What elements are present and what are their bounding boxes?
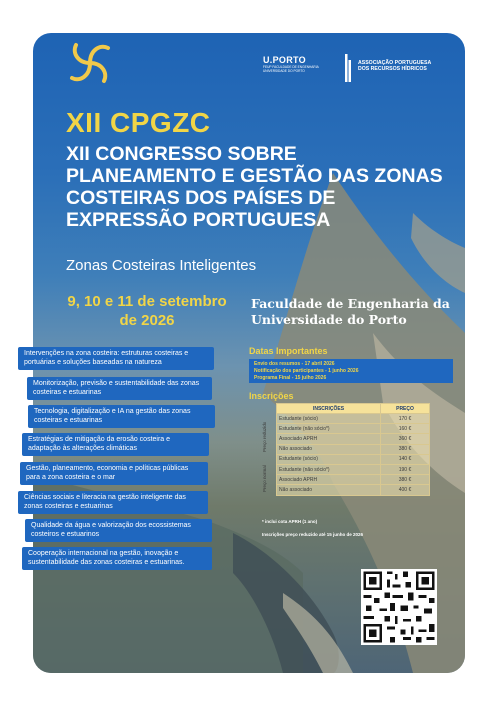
registration-table <box>258 403 430 496</box>
table-row <box>258 414 430 424</box>
aprh-logo <box>344 54 444 94</box>
event-date: 9, 10 e 11 de setembro de 2026 <box>67 293 227 329</box>
registration-note: Inscrições preço reduzido até 15 junho de 2026 <box>262 532 364 537</box>
table-row <box>258 485 430 495</box>
row-label: Estudante (sócio) <box>277 454 381 464</box>
row-label: Não associado <box>277 485 381 495</box>
row-price: 190 € <box>381 464 430 474</box>
aprh-mark-icon <box>344 54 352 82</box>
spiral-sun-logo <box>64 38 116 88</box>
date-line: Programa Final - 15 julho 2026 <box>254 375 327 381</box>
topic-item: Ciências sociais e literacia na gestão inteligente das zonas costeiras e estuarinas <box>18 491 208 514</box>
row-price: 170 € <box>381 414 430 424</box>
topic-item: Intervenções na zona costeira: estruturas costeiras e portuárias e soluções baseadas na natureza <box>18 347 214 370</box>
topic-item: Gestão, planeamento, economia e políticas públicas para a zona costeira e o mar <box>20 462 208 485</box>
column-header: INSCRIÇÕES <box>277 404 381 414</box>
up-porto-name: U.PORTO <box>263 55 306 65</box>
row-label: Estudante (não sócio*) <box>277 464 381 474</box>
event-subtitle: Zonas Costeiras Inteligentes <box>66 257 257 274</box>
event-acronym: XII CPGZC <box>66 107 211 138</box>
table-row <box>258 424 430 434</box>
important-dates-heading: Datas Importantes <box>249 346 328 356</box>
event-venue: Faculdade de Engenharia da Universidade do Porto <box>251 296 450 327</box>
topic-item: Qualidade da água e valorização dos ecossistemas costeiros e estuarinos <box>25 519 212 542</box>
column-header: PREÇO <box>381 404 430 414</box>
feup-name: FEUP FACULDADE DE ENGENHARIA UNIVERSIDADE DO PORTO <box>263 65 319 73</box>
group-label: Preço normal <box>262 465 267 492</box>
topic-item: Tecnologia, digitalização e IA na gestão das zonas costeiras e estuarinas <box>28 405 215 428</box>
row-price: 380 € <box>381 475 430 485</box>
row-price: 360 € <box>381 434 430 444</box>
registration-heading: Inscrições <box>249 391 294 401</box>
row-label: Não associado <box>277 444 381 454</box>
row-price: 140 € <box>381 454 430 464</box>
date-line: Notificação dos participantes - 1 junho 2026 <box>254 368 359 374</box>
row-price: 380 € <box>381 444 430 454</box>
table-row <box>258 464 430 474</box>
table-row <box>258 475 430 485</box>
topic-item: Estratégias de mitigação da erosão costeira e adaptação às alterações climáticas <box>22 433 209 456</box>
table-row <box>258 434 430 444</box>
qr-code[interactable] <box>361 569 437 645</box>
row-label: Associado APRH <box>277 434 381 444</box>
table-row <box>258 444 430 454</box>
row-price: 160 € <box>381 424 430 434</box>
topic-item: Monitorização, previsão e sustentabilidade das zonas costeiras e estuarinas <box>27 377 212 400</box>
row-price: 400 € <box>381 485 430 495</box>
event-title: XII CONGRESSO SOBRE PLANEAMENTO E GESTÃO DAS ZONAS COSTEIRAS DOS PAÍSES DE EXPRESSÃO PORTUGUESA <box>66 143 443 231</box>
registration-note: * inclui cota APRH (1 ano) <box>262 519 318 524</box>
row-label: Associado APRH <box>277 475 381 485</box>
row-label: Estudante (não sócio*) <box>277 424 381 434</box>
aprh-name: ASSOCIAÇÃO PORTUGUESA DOS RECURSOS HÍDRICOS <box>358 60 432 72</box>
up-porto-logo <box>263 55 333 85</box>
topic-item: Cooperação internacional na gestão, inovação e sustentabilidade das zonas costeiras e estuarinas. <box>22 547 212 570</box>
row-label: Estudante (sócio) <box>277 414 381 424</box>
important-dates-box <box>249 359 453 383</box>
group-label: Preço reduzido <box>262 421 267 452</box>
table-row <box>258 454 430 464</box>
date-line: Envio dos resumos - 17 abril 2026 <box>254 361 335 367</box>
